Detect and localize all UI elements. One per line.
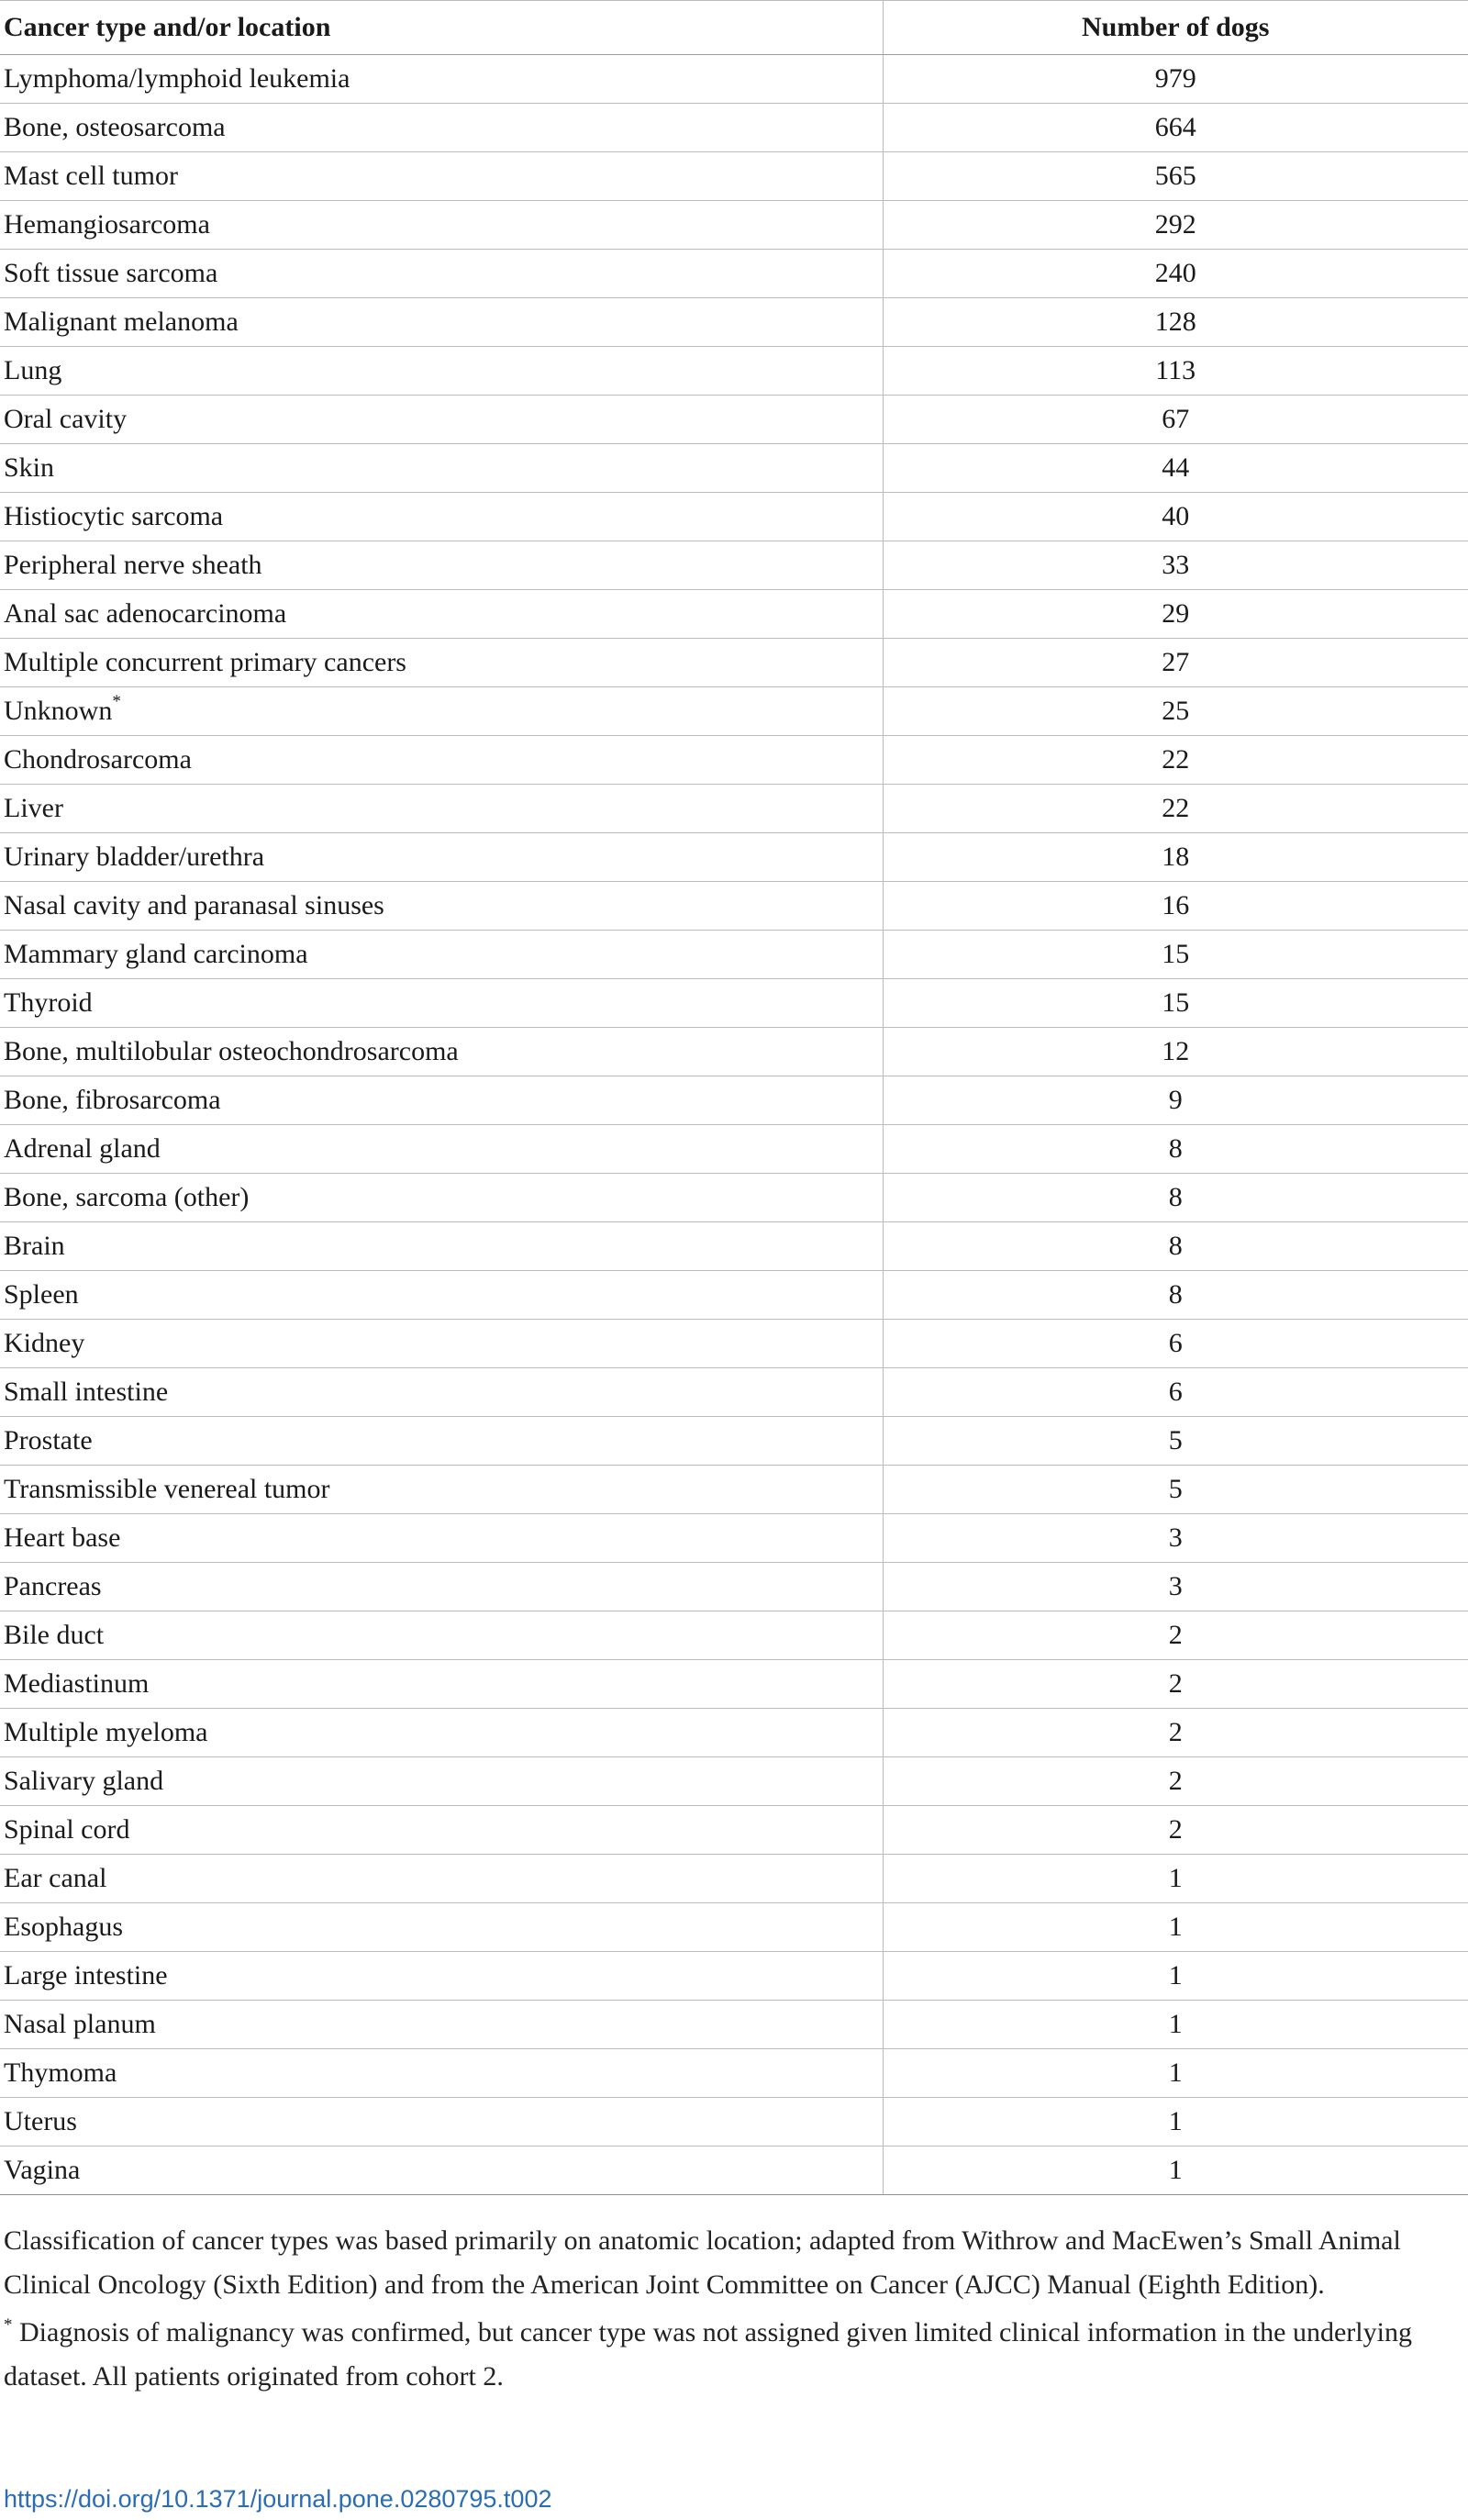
cancer-type-text: Ear canal — [4, 1863, 107, 1893]
footnote-marker: * — [112, 692, 121, 711]
table-row — [0, 1709, 1468, 1757]
table-row — [0, 687, 1468, 736]
cell-number-of-dogs: 2 — [883, 1806, 1468, 1855]
cell-cancer-type — [0, 687, 883, 736]
cell-number-of-dogs: 6 — [883, 1320, 1468, 1368]
cell-cancer-type — [0, 444, 883, 493]
cell-number-of-dogs: 18 — [883, 833, 1468, 882]
table-row — [0, 493, 1468, 541]
cancer-type-text: Anal sac adenocarcinoma — [4, 598, 287, 629]
cell-cancer-type — [0, 590, 883, 639]
footnote-marker: * — [4, 2315, 13, 2335]
table-row — [0, 1417, 1468, 1466]
cancer-type-text: Pancreas — [4, 1571, 102, 1601]
table-row — [0, 1855, 1468, 1903]
cancer-type-text: Bile duct — [4, 1620, 105, 1650]
table-row — [0, 1466, 1468, 1514]
table-row — [0, 785, 1468, 833]
table-row — [0, 1271, 1468, 1320]
cell-number-of-dogs: 2 — [883, 1660, 1468, 1709]
cell-cancer-type — [0, 1466, 883, 1514]
cancer-type-text: Thymoma — [4, 2057, 117, 2088]
cell-number-of-dogs: 1 — [883, 2049, 1468, 2098]
cell-cancer-type — [0, 1514, 883, 1563]
cell-number-of-dogs: 9 — [883, 1076, 1468, 1125]
table-row — [0, 1611, 1468, 1660]
table-row — [0, 1563, 1468, 1611]
table-notes — [4, 2219, 1464, 2399]
cell-number-of-dogs: 22 — [883, 736, 1468, 785]
cell-number-of-dogs: 8 — [883, 1125, 1468, 1174]
table-row — [0, 1952, 1468, 2001]
table-row — [0, 298, 1468, 347]
cancer-type-text: Transmissible venereal tumor — [4, 1474, 330, 1504]
doi-link[interactable]: https://doi.org/10.1371/journal.pone.0280795.t002 — [4, 2485, 552, 2513]
table-row — [0, 1125, 1468, 1174]
table-row — [0, 2001, 1468, 2049]
cancer-type-text: Histiocytic sarcoma — [4, 501, 224, 531]
cell-number-of-dogs: 40 — [883, 493, 1468, 541]
cell-cancer-type — [0, 1320, 883, 1368]
cancer-type-text: Lymphoma/lymphoid leukemia — [4, 63, 350, 94]
cell-number-of-dogs: 25 — [883, 687, 1468, 736]
table-row — [0, 1757, 1468, 1806]
cell-number-of-dogs: 1 — [883, 2098, 1468, 2146]
cell-number-of-dogs: 29 — [883, 590, 1468, 639]
footnote — [4, 2311, 1464, 2399]
table-row — [0, 1806, 1468, 1855]
cancer-type-text: Liver — [4, 793, 63, 823]
cancer-type-text: Large intestine — [4, 1960, 168, 1990]
cell-number-of-dogs: 1 — [883, 1952, 1468, 2001]
cancer-type-text: Spinal cord — [4, 1814, 130, 1845]
cell-number-of-dogs: 22 — [883, 785, 1468, 833]
cell-cancer-type — [0, 55, 883, 104]
table-row — [0, 639, 1468, 687]
cell-cancer-type — [0, 1028, 883, 1076]
cell-number-of-dogs: 8 — [883, 1174, 1468, 1222]
cell-cancer-type — [0, 1222, 883, 1271]
table-row — [0, 2049, 1468, 2098]
cell-cancer-type — [0, 785, 883, 833]
table-row — [0, 2146, 1468, 2195]
cell-cancer-type — [0, 396, 883, 444]
table-row — [0, 1174, 1468, 1222]
cancer-type-text: Small intestine — [4, 1377, 169, 1407]
cell-number-of-dogs: 15 — [883, 979, 1468, 1028]
cell-cancer-type — [0, 1368, 883, 1417]
cell-number-of-dogs: 1 — [883, 1903, 1468, 1952]
cancer-type-text: Bone, fibrosarcoma — [4, 1085, 221, 1115]
cancer-type-text: Nasal cavity and paranasal sinuses — [4, 890, 384, 920]
cancer-type-text: Kidney — [4, 1328, 85, 1358]
table-row — [0, 104, 1468, 152]
cancer-type-text: Malignant melanoma — [4, 307, 239, 337]
cancer-type-text: Bone, multilobular osteochondrosarcoma — [4, 1036, 459, 1066]
cell-cancer-type — [0, 1174, 883, 1222]
table-body — [0, 55, 1468, 2195]
table-row — [0, 931, 1468, 979]
cancer-type-text: Prostate — [4, 1425, 93, 1455]
cell-cancer-type — [0, 1757, 883, 1806]
table-row — [0, 1368, 1468, 1417]
cancer-type-text: Oral cavity — [4, 404, 128, 434]
cell-number-of-dogs: 1 — [883, 2146, 1468, 2195]
cell-cancer-type — [0, 1076, 883, 1125]
table-row — [0, 55, 1468, 104]
cancer-type-text: Urinary bladder/urethra — [4, 842, 265, 872]
table-row — [0, 1028, 1468, 1076]
cell-number-of-dogs: 664 — [883, 104, 1468, 152]
cell-number-of-dogs: 27 — [883, 639, 1468, 687]
cell-cancer-type — [0, 2146, 883, 2195]
cancer-type-text: Mammary gland carcinoma — [4, 939, 308, 969]
table-row — [0, 347, 1468, 396]
cell-cancer-type — [0, 931, 883, 979]
table-row — [0, 882, 1468, 931]
cell-cancer-type — [0, 1417, 883, 1466]
cancer-type-text: Hemangiosarcoma — [4, 209, 210, 240]
cell-number-of-dogs: 44 — [883, 444, 1468, 493]
table-header-row — [0, 1, 1468, 55]
cancer-type-text: Adrenal gland — [4, 1133, 161, 1164]
cancer-type-text: Esophagus — [4, 1912, 123, 1942]
cancer-type-text: Peripheral nerve sheath — [4, 550, 262, 580]
cancer-type-text: Skin — [4, 452, 55, 483]
cancer-type-text: Brain — [4, 1231, 65, 1261]
cell-cancer-type — [0, 152, 883, 201]
table-row — [0, 444, 1468, 493]
cancer-type-text: Nasal planum — [4, 2009, 156, 2039]
cell-number-of-dogs: 67 — [883, 396, 1468, 444]
cell-number-of-dogs: 292 — [883, 201, 1468, 250]
table-row — [0, 979, 1468, 1028]
cancer-type-text: Chondrosarcoma — [4, 744, 192, 775]
table-row — [0, 152, 1468, 201]
cell-cancer-type — [0, 1806, 883, 1855]
cell-cancer-type — [0, 298, 883, 347]
cell-number-of-dogs: 565 — [883, 152, 1468, 201]
cell-cancer-type — [0, 639, 883, 687]
cell-cancer-type — [0, 1271, 883, 1320]
cell-cancer-type — [0, 1563, 883, 1611]
cell-cancer-type — [0, 1855, 883, 1903]
cell-number-of-dogs: 6 — [883, 1368, 1468, 1417]
cell-cancer-type — [0, 493, 883, 541]
cell-number-of-dogs: 240 — [883, 250, 1468, 298]
cell-cancer-type — [0, 104, 883, 152]
cell-number-of-dogs: 2 — [883, 1611, 1468, 1660]
cell-number-of-dogs: 1 — [883, 2001, 1468, 2049]
table-row — [0, 1076, 1468, 1125]
cancer-type-text: Lung — [4, 355, 62, 385]
cancer-type-text: Uterus — [4, 2106, 77, 2136]
cancer-type-text: Multiple myeloma — [4, 1717, 208, 1747]
cell-cancer-type — [0, 2001, 883, 2049]
cancer-type-text: Mast cell tumor — [4, 161, 178, 191]
footnote-text: Diagnosis of malignancy was confirmed, but cancer type was not assigned given limited clinical information in the underlying dataset. All patients originated from cohort 2. — [4, 2317, 1412, 2392]
cell-number-of-dogs: 33 — [883, 541, 1468, 590]
cell-cancer-type — [0, 1903, 883, 1952]
cancer-type-text: Bone, sarcoma (other) — [4, 1182, 250, 1212]
cell-number-of-dogs: 1 — [883, 1855, 1468, 1903]
table-row — [0, 396, 1468, 444]
table-row — [0, 1514, 1468, 1563]
table-row — [0, 1222, 1468, 1271]
cancer-type-text: Soft tissue sarcoma — [4, 258, 218, 288]
header-number-of-dogs: Number of dogs — [883, 1, 1468, 55]
cancer-type-text: Unknown — [4, 696, 113, 726]
cell-number-of-dogs: 12 — [883, 1028, 1468, 1076]
cell-cancer-type — [0, 1952, 883, 2001]
cancer-type-text: Bone, osteosarcoma — [4, 112, 226, 142]
cell-number-of-dogs: 3 — [883, 1563, 1468, 1611]
table-row — [0, 541, 1468, 590]
cell-number-of-dogs: 5 — [883, 1466, 1468, 1514]
cancer-type-text: Spleen — [4, 1279, 79, 1310]
cell-cancer-type — [0, 833, 883, 882]
cell-number-of-dogs: 8 — [883, 1222, 1468, 1271]
table-row — [0, 1320, 1468, 1368]
cell-number-of-dogs: 16 — [883, 882, 1468, 931]
cell-cancer-type — [0, 541, 883, 590]
cell-number-of-dogs: 5 — [883, 1417, 1468, 1466]
cell-number-of-dogs: 3 — [883, 1514, 1468, 1563]
cancer-type-text: Mediastinum — [4, 1668, 150, 1699]
cell-cancer-type — [0, 2098, 883, 2146]
cell-number-of-dogs: 15 — [883, 931, 1468, 979]
cancer-type-text: Thyroid — [4, 987, 93, 1018]
cell-cancer-type — [0, 882, 883, 931]
cell-cancer-type — [0, 1611, 883, 1660]
table-row — [0, 736, 1468, 785]
header-cancer-type: Cancer type and/or location — [0, 1, 883, 55]
cancer-type-text: Heart base — [4, 1522, 121, 1553]
table-row — [0, 201, 1468, 250]
table-row — [0, 2098, 1468, 2146]
table-row — [0, 1660, 1468, 1709]
cell-number-of-dogs: 128 — [883, 298, 1468, 347]
cell-number-of-dogs: 8 — [883, 1271, 1468, 1320]
cancer-type-text: Vagina — [4, 2155, 81, 2185]
cell-cancer-type — [0, 736, 883, 785]
cell-cancer-type — [0, 1125, 883, 1174]
cell-cancer-type — [0, 2049, 883, 2098]
cell-cancer-type — [0, 347, 883, 396]
cancer-type-text: Salivary gland — [4, 1766, 164, 1796]
cell-cancer-type — [0, 1709, 883, 1757]
table-row — [0, 833, 1468, 882]
table-row — [0, 1903, 1468, 1952]
classification-note: Classification of cancer types was based primarily on anatomic location; adapted from Withrow and MacEwen’s Small Animal Clinical Oncology (Sixth Edition) and from the American Joint Committee on Cancer (AJCC) Manual (Eighth Edition). — [4, 2225, 1401, 2300]
cell-number-of-dogs: 113 — [883, 347, 1468, 396]
table-row — [0, 250, 1468, 298]
cell-number-of-dogs: 979 — [883, 55, 1468, 104]
cell-cancer-type — [0, 201, 883, 250]
cell-cancer-type — [0, 979, 883, 1028]
table-row — [0, 590, 1468, 639]
cell-number-of-dogs: 2 — [883, 1709, 1468, 1757]
cancer-type-text: Multiple concurrent primary cancers — [4, 647, 406, 677]
cell-cancer-type — [0, 250, 883, 298]
cell-cancer-type — [0, 1660, 883, 1709]
cell-number-of-dogs: 2 — [883, 1757, 1468, 1806]
